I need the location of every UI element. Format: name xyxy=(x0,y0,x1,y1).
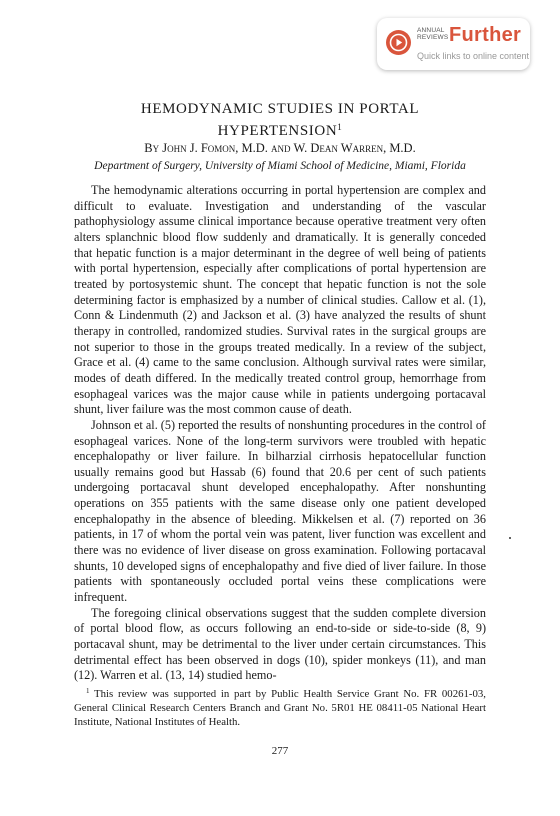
annual-reviews-play-icon xyxy=(386,30,411,55)
badge-annual-label: ANNUAL xyxy=(417,27,445,34)
title-line-2: HYPERTENSION xyxy=(217,123,338,139)
footnote-text: This review was supported in part by Public Health Service Grant No. FR 00261-03, General Clinical Research Centers Branch and Grant No. 5R01 HE 08411-05 National Heart Institute, National Institutes of Health. xyxy=(74,688,486,728)
paragraph: The hemodynamic alterations occurring in portal hypertension are complex and difficult to evaluate. Investigation and understanding of the vascular pathophysiology assume clinical importance because operative treatment very often alters splanchnic blood flow suddenly and dramatically. It is generally conceded that hepatic function is a major determinant in the degree of well being of patients with portal hypertension, especially after complications of portal hypertension are treated by portosystemic shunt. The concept that hepatic function is not the sole determining factor is emphasized by a number of clinical studies. Callow et al. (1), Conn & Lindenmuth (2) and Jackson et al. (3) have analyzed the results of shunt therapy in controlled, randomized studies. Survival rates in the surgical groups are not superior to those in the groups treated medically. In a review of the subject, Grace et al. (4) came to the same conclusion. Although survival rates were similar, modes of death differed. In the medically treated control group, hemorrhage from esophageal varices was the major cause while in patients undergoing portacaval shunt, liver failure was the most common cause of death. xyxy=(74,183,486,417)
article-title xyxy=(80,100,480,140)
article-affiliation: Department of Surgery, University of Miami School of Medicine, Miami, Florida xyxy=(94,160,466,172)
footnote xyxy=(74,684,486,729)
badge-subtitle: Quick links to online content xyxy=(417,51,530,61)
article-authors: By John J. Fomon, M.D. and W. Dean Warren, M.D. xyxy=(144,141,416,155)
badge-further-label: Further xyxy=(449,24,522,46)
title-line-1: HEMODYNAMIC STUDIES IN PORTAL xyxy=(140,101,420,117)
paragraph: Johnson et al. (5) reported the results of nonshunting procedures in the control of esophageal varices. None of the long-term survivors were troubled with hepatic encephalopathy or liver failure. In bilharzial cirrhosis hepatocellular function usually remains good but Hassab (6) found that 20.6 per cent of such patients undergoing portacaval shunt developed encephalopathy. After nonshunting operations on 355 patients with the same disease only one patient developed encephalopathy in the absence of bleeding. Mikkelsen et al. (7) reported on 36 patients, in 17 of whom the portal vein was patent, liver function was excellent and there was no evidence of liver disease on gross examination. Following portacaval shunts, 10 developed signs of encephalopathy and five died of liver failure. In those patients with spontaneously occluded portal veins these complications were infrequent. xyxy=(74,417,486,605)
paragraph: The foregoing clinical observations suggest that the sudden complete diversion of portal blood flow, as occurs following an end-to-side or side-to-side (8, 9) portacaval shunt, may be detrimental to the liver under certain circumstances. This detrimental effect has been observed in dogs (10), spider monkeys (11), and man (12). Warren et al. (13, 14) studied hemo- xyxy=(74,605,486,683)
footnote-mark: 1 xyxy=(86,687,90,695)
page-number: 277 xyxy=(271,745,289,757)
article-body xyxy=(74,183,486,684)
badge-reviews-label: REVIEWS xyxy=(417,34,449,41)
margin-mark xyxy=(509,537,511,539)
annual-reviews-further-badge[interactable] xyxy=(377,18,530,70)
title-footnote-mark: 1 xyxy=(337,122,343,132)
